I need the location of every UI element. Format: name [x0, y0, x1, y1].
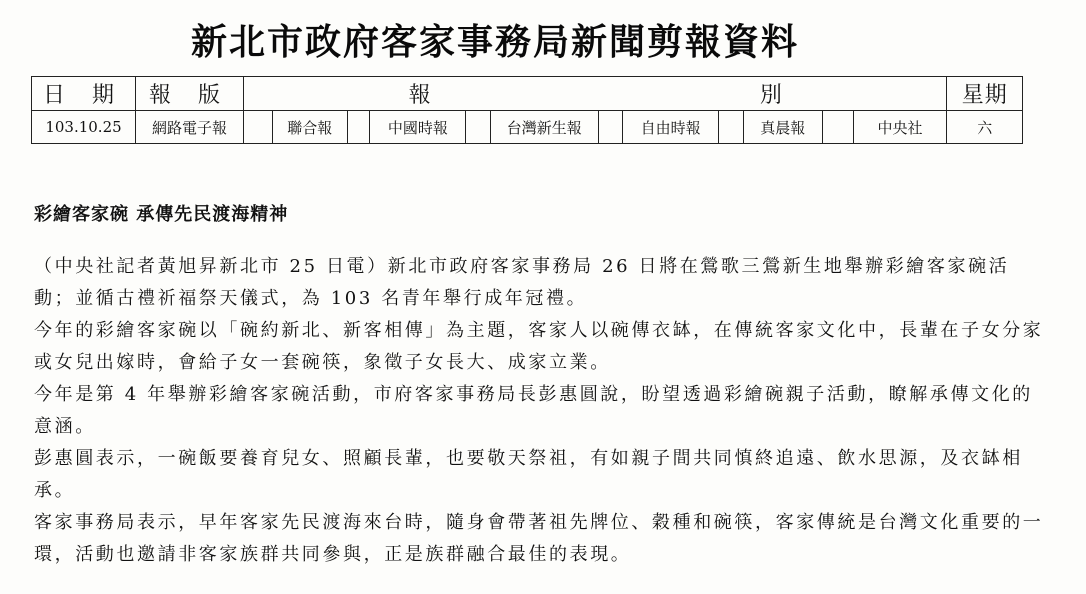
newspaper-name: 中國時報: [370, 111, 466, 144]
weekday-header: 星期: [947, 77, 1023, 111]
article-body: [34, 251, 1044, 571]
article-paragraph: 今年是第 4 年舉辦彩繪客家碗活動，市府客家事務局長彭惠圓說，盼望透過彩繪碗親子活動，瞭解承傳文化的意涵。: [34, 384, 1033, 437]
weekday-value: 六: [947, 111, 1023, 144]
newspaper-name: 真晨報: [743, 111, 823, 144]
category-header-bao: 報: [408, 83, 431, 108]
edition-header: 報 版: [135, 77, 243, 111]
category-header-bie: 別: [759, 83, 782, 108]
article-paragraph: 彭惠圓表示，一碗飯要養育兒女、照顧長輩，也要敬天祭祖，有如親子間共同慎終追遠、飲水思源，及衣缽相承。: [34, 448, 1023, 501]
article-paragraph: 客家事務局表示，早年客家先民渡海來台時，隨身會帶著祖先牌位、穀種和碗筷，客家傳統是台灣文化重要的一環，活動也邀請非客家族群共同參與，正是族群融合最佳的表現。: [34, 512, 1044, 565]
checkbox-cell: [719, 111, 743, 144]
article-paragraph: （中央社記者黃旭昇新北市 25 日電）新北市政府客家事務局 26 日將在鶯歌三鶯新生地舉辦彩繪客家碗活動；並循古禮祈福祭天儀式，為 103 名青年舉行成年冠禮。: [34, 256, 1010, 309]
newspaper-name: 台灣新生報: [490, 111, 598, 144]
newspaper-name: 自由時報: [623, 111, 719, 144]
checkbox-cell: [466, 111, 490, 144]
date-header: 日 期: [32, 77, 136, 111]
newspaper-name: 中央社: [853, 111, 947, 144]
checkbox-cell: [598, 111, 622, 144]
article-headline: 彩繪客家碗 承傳先民渡海精神: [34, 204, 289, 225]
document-title: 新北市政府客家事務局新聞剪報資料: [190, 22, 799, 63]
newspaper-name: 聯合報: [272, 111, 347, 144]
article-paragraph: 今年的彩繪客家碗以「碗約新北、新客相傳」為主題，客家人以碗傳衣缽，在傳統客家文化中，長輩在子女分家或女兒出嫁時，會給子女一套碗筷，象徵子女長大、成家立業。: [34, 320, 1044, 373]
checkbox-cell: [823, 111, 854, 144]
checkbox-cell: [348, 111, 370, 144]
edition-value: 網路電子報: [135, 111, 243, 144]
category-header: [244, 77, 947, 111]
checkbox-cell: [244, 111, 273, 144]
date-value: 103.10.25: [32, 111, 136, 144]
clipping-header-table: [31, 76, 1023, 144]
